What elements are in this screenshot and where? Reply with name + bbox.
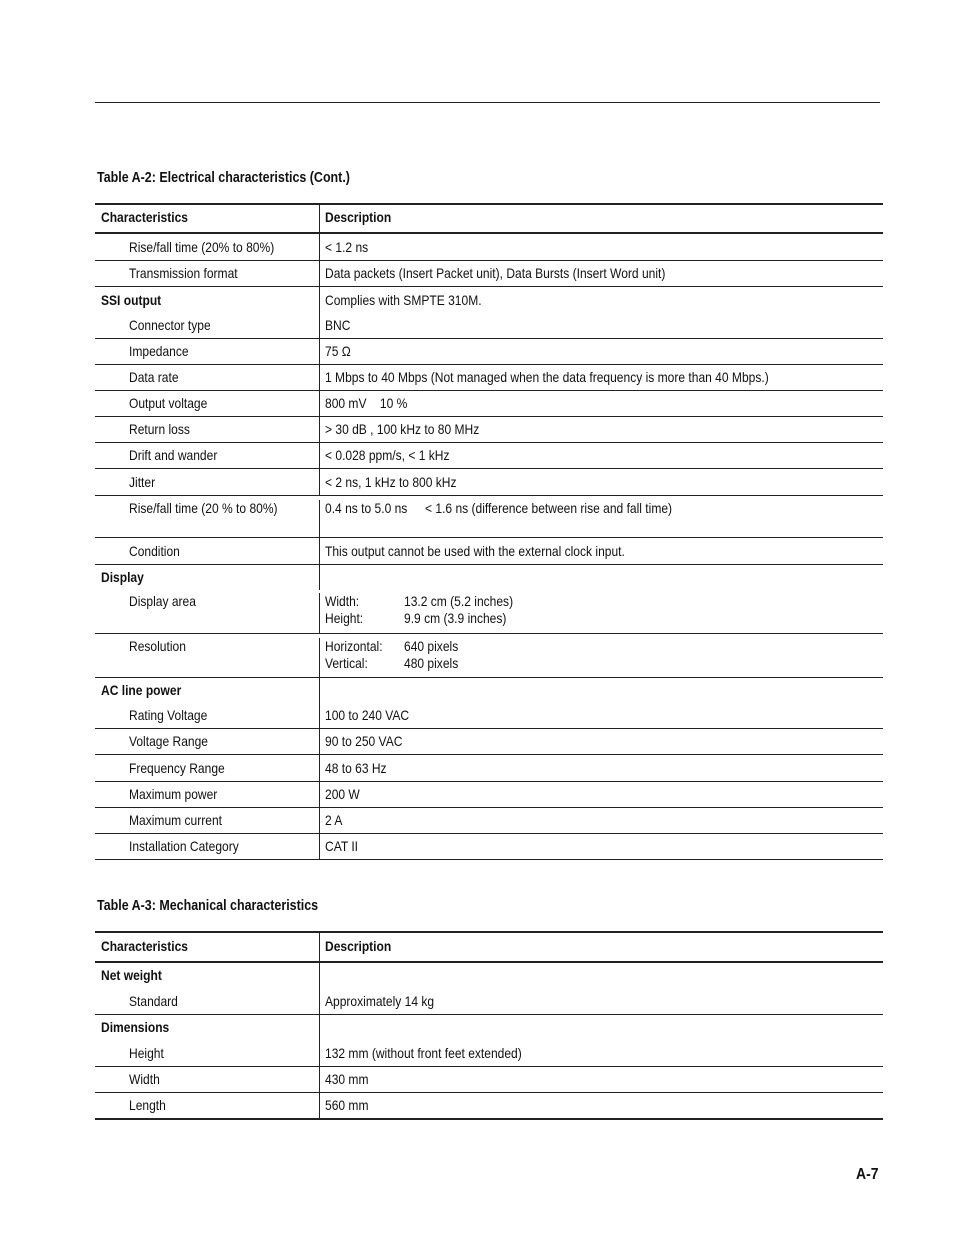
row-label: Connector type [129, 317, 211, 333]
row-value: 560 mm [325, 1097, 369, 1113]
table-row [95, 834, 883, 860]
table-row [95, 339, 883, 365]
row-value: 13.2 cm (5.2 inches) [404, 593, 514, 609]
table-group-row [95, 1015, 883, 1040]
row-key: Horizontal: [325, 638, 383, 654]
table-a3-title: Table A-3: Mechanical characteristics [97, 898, 319, 914]
header-rule [95, 102, 880, 103]
row-label: Output voltage [129, 395, 208, 411]
table-row [95, 634, 883, 678]
row-value: 100 to 240 VAC [325, 707, 410, 723]
table-row [95, 417, 883, 443]
table-a2-title: Table A-2: Electrical characteristics (Cont.) [97, 170, 350, 186]
row-key: Width: [325, 593, 360, 609]
row-label: Frequency Range [129, 760, 225, 776]
table-row [95, 590, 883, 634]
row-value: 800 mV 10 % [325, 395, 408, 411]
row-label: Transmission format [129, 265, 238, 281]
row-value: 132 mm (without front feet extended) [325, 1045, 522, 1061]
row-value: 0.4 ns to 5.0 ns [325, 500, 408, 516]
row-label: Rise/fall time (20% to 80%) [129, 239, 275, 255]
table-row [95, 1093, 883, 1120]
row-value: < 1.2 ns [325, 239, 369, 255]
row-label: Drift and wander [129, 447, 218, 463]
row-label: Data rate [129, 369, 179, 385]
page-number: A-7 [856, 1166, 879, 1183]
header-description: Description [325, 938, 392, 954]
group-label: Net weight [101, 967, 162, 983]
table-header [95, 931, 883, 963]
row-label: Installation Category [129, 838, 239, 854]
row-label: Length [129, 1097, 166, 1113]
row-value: 90 to 250 VAC [325, 733, 403, 749]
table-row [95, 755, 883, 782]
table-row [95, 443, 883, 469]
row-label: Jitter [129, 474, 156, 490]
row-value: < 0.028 ppm/s, < 1 kHz [325, 447, 450, 463]
row-label: Condition [129, 543, 180, 559]
table-row [95, 703, 883, 729]
row-value: Approximately 14 kg [325, 993, 435, 1009]
row-label: Maximum power [129, 786, 218, 802]
table-row [95, 365, 883, 391]
row-value: 48 to 63 Hz [325, 760, 387, 776]
table-row [95, 729, 883, 755]
row-value: < 2 ns, 1 kHz to 800 kHz [325, 474, 457, 490]
table-group-row [95, 678, 883, 703]
table-row [95, 261, 883, 287]
row-label: Rating Voltage [129, 707, 208, 723]
table-row [95, 538, 883, 565]
table-header [95, 203, 883, 234]
row-value: Data packets (Insert Packet unit), Data Bursts (Insert Word unit) [325, 265, 666, 281]
row-label: Height [129, 1045, 164, 1061]
table-row [95, 1067, 883, 1093]
table-group-row [95, 287, 883, 313]
row-value: 1 Mbps to 40 Mbps (Not managed when the data frequency is more than 40 Mbps.) [325, 369, 769, 385]
row-value: 480 pixels [404, 655, 459, 671]
row-key: Vertical: [325, 655, 368, 671]
row-value: 200 W [325, 786, 360, 802]
row-value: BNC [325, 317, 351, 333]
row-value: 430 mm [325, 1071, 369, 1087]
group-label: SSI output [101, 292, 162, 308]
row-label: Resolution [129, 638, 186, 654]
row-value: 75 Ω [325, 343, 351, 359]
table-row [95, 496, 883, 538]
header-description: Description [325, 209, 392, 225]
header-characteristics: Characteristics [101, 209, 189, 225]
row-value: CAT II [325, 838, 359, 854]
table-row [95, 782, 883, 808]
table-a3 [95, 931, 883, 1120]
table-row [95, 808, 883, 834]
row-label: Standard [129, 993, 178, 1009]
row-value: 640 pixels [404, 638, 459, 654]
row-label: Display area [129, 593, 196, 609]
row-label: Return loss [129, 421, 190, 437]
table-row [95, 1040, 883, 1067]
table-group-row [95, 963, 883, 988]
table-a2 [95, 203, 883, 860]
table-row [95, 391, 883, 417]
row-label: Rise/fall time (20 % to 80%) [129, 500, 278, 516]
table-row [95, 988, 883, 1015]
table-row [95, 469, 883, 496]
header-characteristics: Characteristics [101, 938, 189, 954]
table-group-row [95, 565, 883, 590]
row-key: Height: [325, 610, 364, 626]
row-label: Maximum current [129, 812, 223, 828]
row-label: Impedance [129, 343, 189, 359]
row-value: > 30 dB , 100 kHz to 80 MHz [325, 421, 480, 437]
table-row [95, 313, 883, 339]
row-label: Voltage Range [129, 733, 208, 749]
row-value: 9.9 cm (3.9 inches) [404, 610, 507, 626]
group-label: Display [101, 569, 144, 585]
table-row [95, 234, 883, 261]
group-label: AC line power [101, 682, 182, 698]
group-label: Dimensions [101, 1019, 170, 1035]
row-value: This output cannot be used with the external clock input. [325, 543, 625, 559]
row-value: Complies with SMPTE 310M. [325, 292, 482, 308]
row-value: 2 A [325, 812, 343, 828]
row-label: Width [129, 1071, 160, 1087]
row-value-line2: < 1.6 ns (difference between rise and fall time) [424, 500, 672, 516]
